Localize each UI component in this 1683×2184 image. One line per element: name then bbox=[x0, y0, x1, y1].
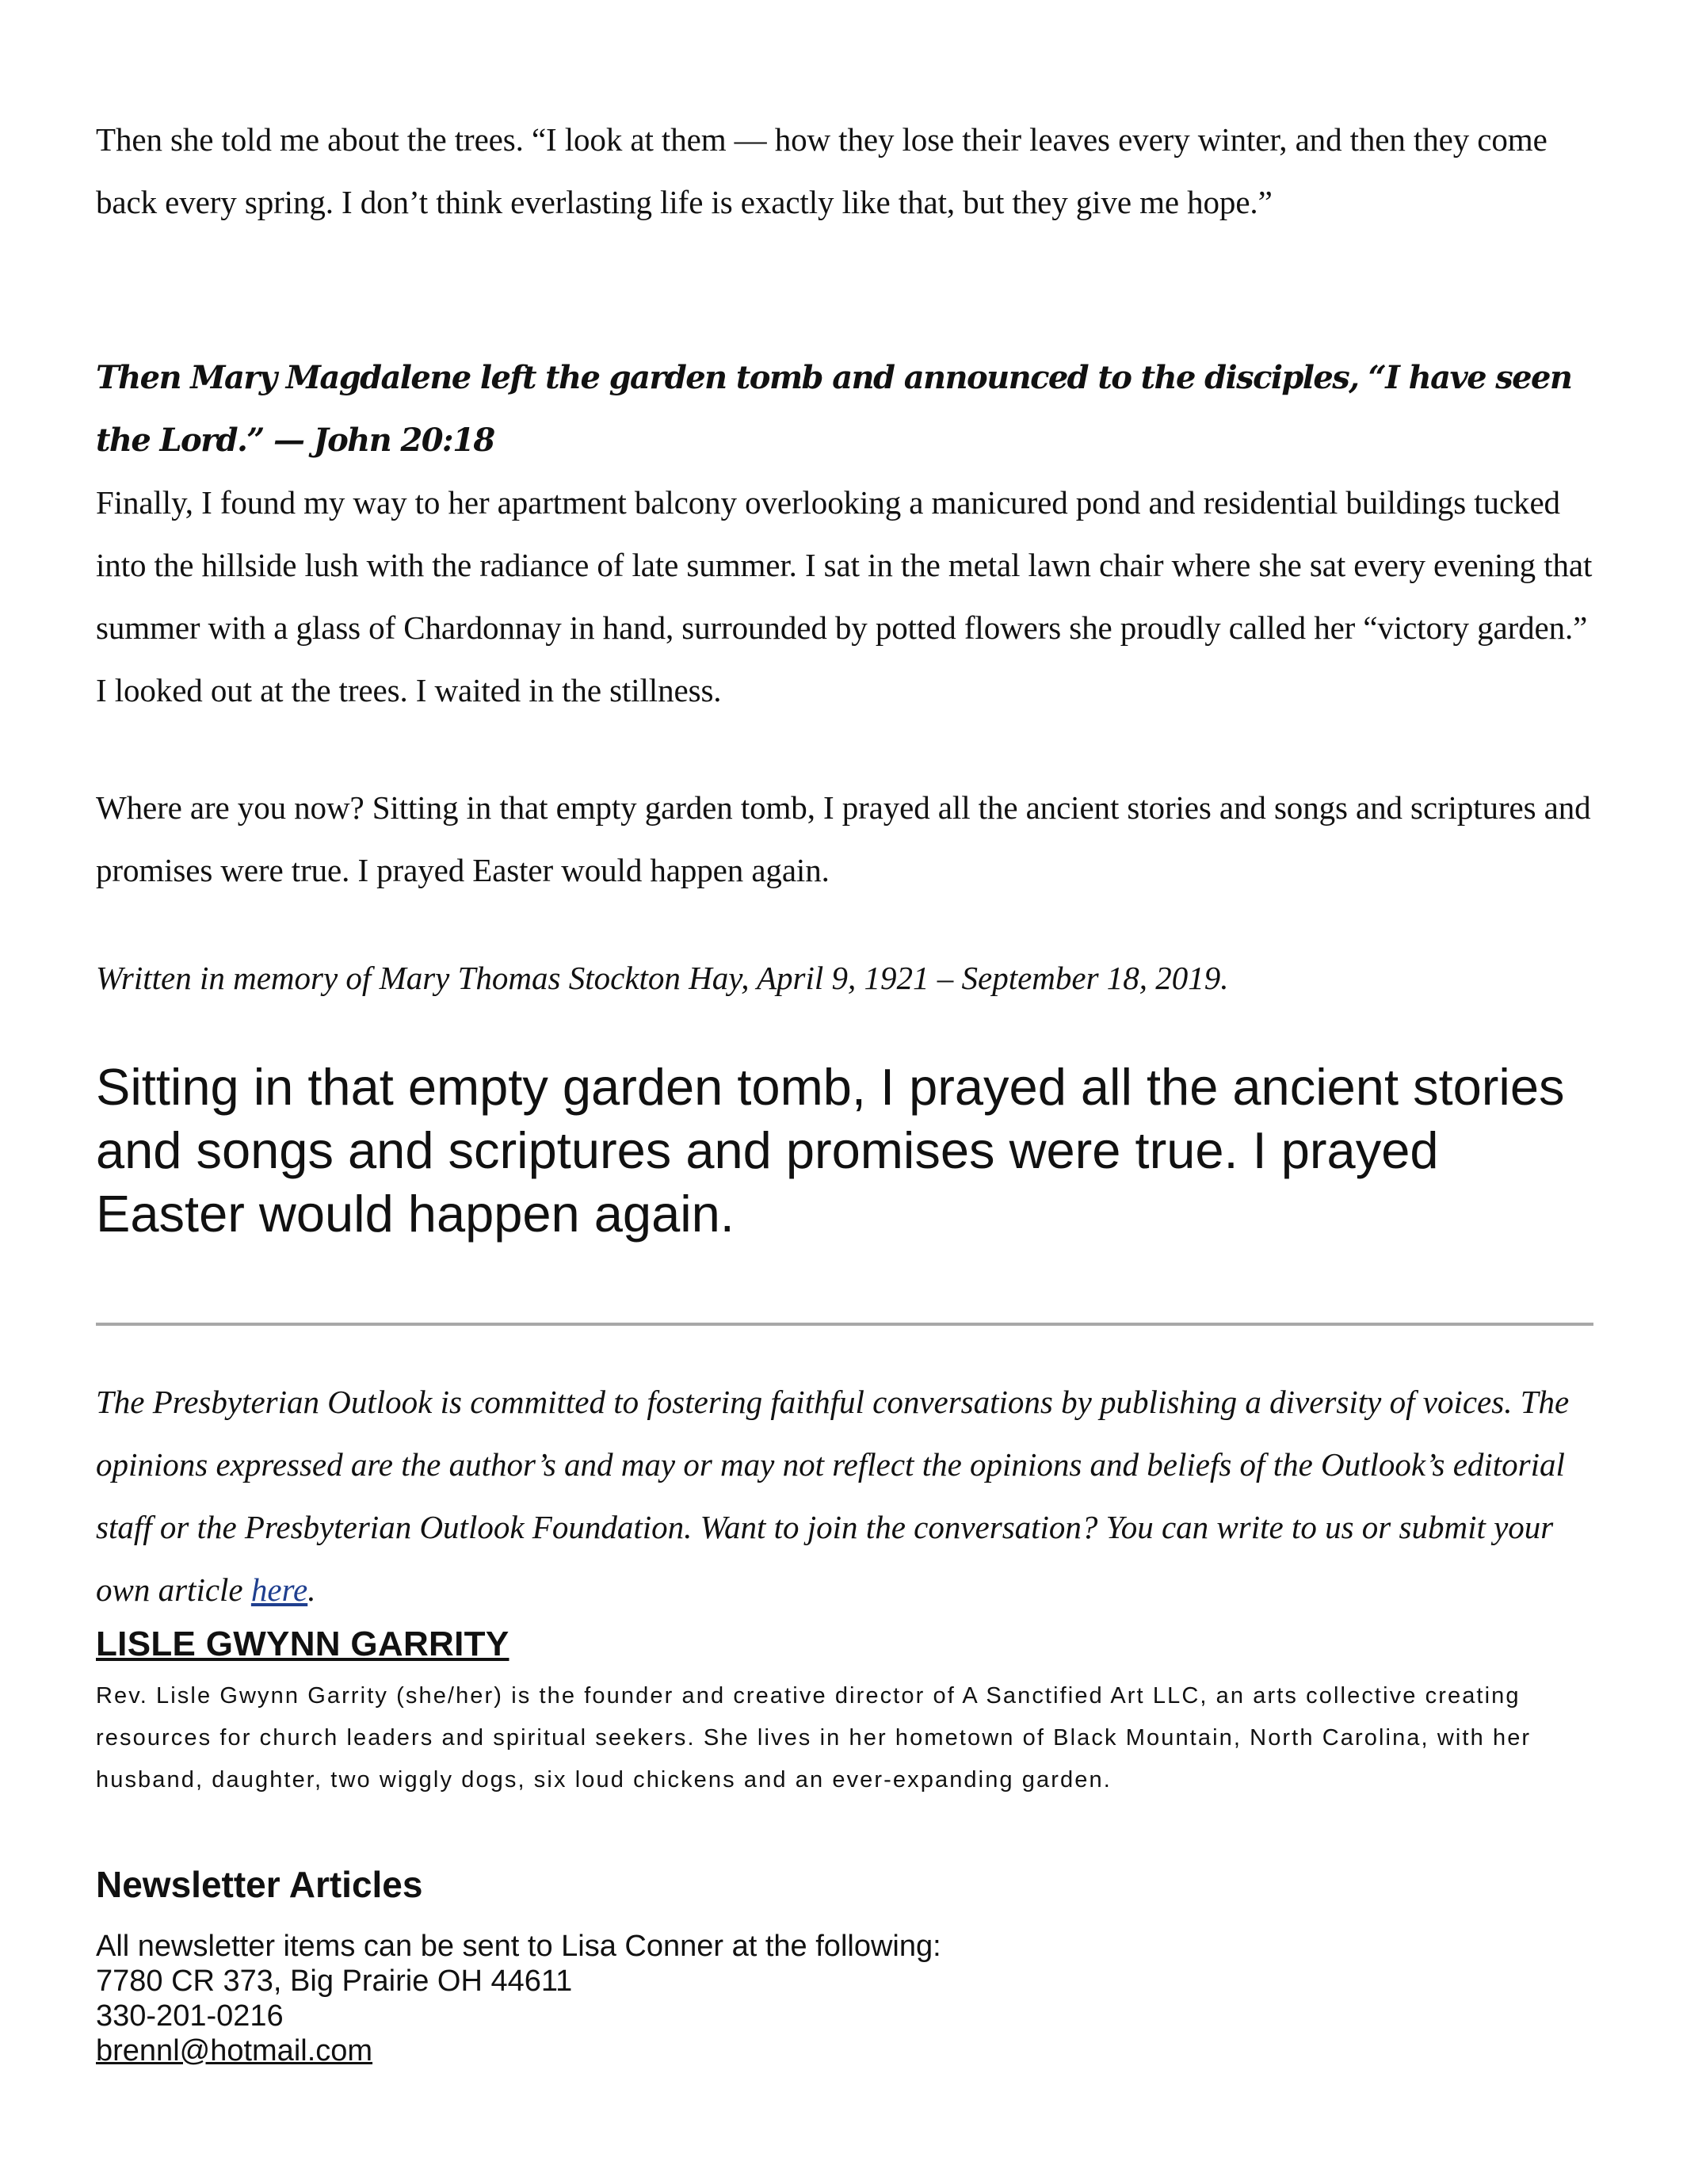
disclaimer-text: The Presbyterian Outlook is committed to fostering faithful conversations by publishing a diversity of voices. The opinions expressed are the author’s and may or may not reflect the opinions and beliefs of the Outlook’s editorial staff or the Presbyterian Outlook Foundation. Want to join the conversation? You can write to us or submit your own article bbox=[96, 1384, 1570, 1608]
newsletter-address: 7780 CR 373, Big Prairie OH 44611 bbox=[96, 1964, 573, 1998]
editorial-disclaimer bbox=[96, 1371, 1593, 1621]
author-bio: Rev. Lisle Gwynn Garrity (she/her) is the founder and creative director of A Sanctified Art LLC, an arts collective creating resources for church leaders and spiritual seekers. She lives in her hometown of Black Mountain, North Carolina, with her husband, daughter, two wiggly dogs, six loud chickens and an ever-expanding garden. bbox=[96, 1683, 1532, 1793]
author-name: LISLE GWYNN GARRITY bbox=[96, 1625, 509, 1663]
memorial-dedication: Written in memory of Mary Thomas Stockton Hay, April 9, 1921 – September 18, 2019. bbox=[96, 960, 1229, 996]
newsletter-contact bbox=[96, 1929, 1593, 2068]
paragraph-trees: Then she told me about the trees. “I look at them — how they lose their leaves every winter, and then they come back every spring. I don’t think everlasting life is exactly like that, but they give me hope.” bbox=[96, 121, 1548, 220]
newsletter-phone: 330-201-0216 bbox=[96, 1999, 284, 2033]
newsletter-email-link[interactable]: brennl@hotmail.com bbox=[96, 2034, 373, 2068]
disclaimer-end-punct: . bbox=[307, 1571, 316, 1608]
section-divider bbox=[96, 1323, 1593, 1326]
pull-quote: Sitting in that empty garden tomb, I prayed all the ancient stories and songs and scriptures and promises were true. I prayed Easter would happen again. bbox=[96, 1058, 1565, 1243]
paragraph-balcony: Finally, I found my way to her apartment balcony overlooking a manicured pond and residential buildings tucked into the hillside lush with the radiance of late summer. I sat in the metal lawn chair where she sat every evening that summer with a glass of Chardonnay in hand, surrounded by potted flowers she proudly called her “victory garden.” I looked out at the trees. I waited in the stillness. bbox=[96, 484, 1593, 708]
newsletter-heading: Newsletter Articles bbox=[96, 1864, 423, 1905]
submit-article-link[interactable]: here bbox=[250, 1571, 308, 1608]
newsletter-intro: All newsletter items can be sent to Lisa Conner at the following: bbox=[96, 1930, 941, 1963]
scripture-verse: Then Mary Magdalene left the garden tomb and announced to the disciples, “I have seen the Lord.” — John 20:18 bbox=[96, 359, 1572, 459]
paragraph-where-are-you: Where are you now? Sitting in that empty garden tomb, I prayed all the ancient stories and songs and scriptures and promises were true. I prayed Easter would happen again. bbox=[96, 789, 1591, 888]
